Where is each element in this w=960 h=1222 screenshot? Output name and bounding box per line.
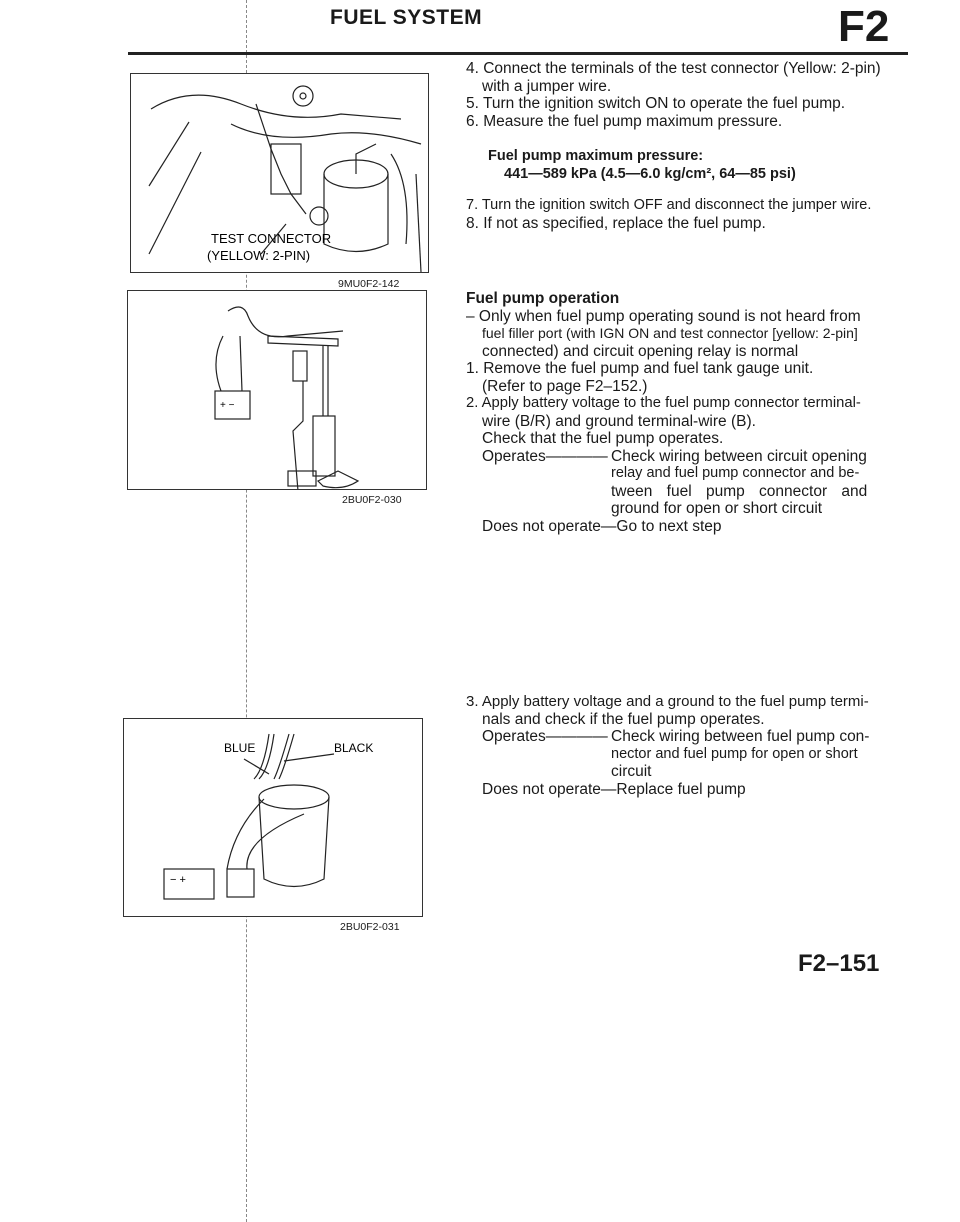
step-8: 8. If not as specified, replace the fuel pump. — [466, 214, 766, 232]
condition-line: fuel filler port (with IGN ON and test connector [yellow: 2-pin] — [482, 325, 858, 341]
condition-line: connected) and circuit opening relay is normal — [482, 342, 799, 360]
header-rule — [128, 52, 908, 55]
figure-code: 9MU0F2-142 — [338, 278, 400, 290]
operates-label: Operates———— — [482, 728, 608, 745]
test-connector-color-label: (YELLOW: 2-PIN) — [207, 248, 311, 263]
step-3: 3. Apply battery voltage and a ground to the fuel pump termi- — [466, 693, 869, 710]
step-4-cont: with a jumper wire. — [482, 77, 612, 95]
step-1: 1. Remove the fuel pump and fuel tank gauge unit. — [466, 360, 814, 377]
condition-line: – Only when fuel pump operating sound is not heard from — [466, 307, 861, 325]
step-2-cont: Check that the fuel pump operates. — [482, 430, 724, 447]
svg-text:+ −: + − — [220, 400, 235, 411]
fuel-pump-test-illustration — [124, 719, 422, 916]
operates-action: tween fuel pump connector and — [611, 482, 868, 500]
svg-text:− +: − + — [170, 874, 186, 886]
fuel-pump-unit-illustration — [128, 291, 426, 489]
step-2: 2. Apply battery voltage to the fuel pump connector terminal- — [466, 395, 861, 411]
figure-code: 2BU0F2-031 — [340, 921, 400, 933]
operates-action: nector and fuel pump for open or short — [611, 745, 858, 762]
page-number: F2–151 — [798, 950, 880, 977]
step-3-cont: nals and check if the fuel pump operates. — [482, 710, 765, 728]
operates-label: Operates———— — [482, 447, 608, 465]
section-code: F2 — [838, 2, 890, 51]
figure-fuel-pump-test — [123, 718, 423, 917]
not-operates: Does not operate—Go to next step — [482, 517, 722, 535]
test-connector-label: TEST CONNECTOR — [211, 231, 332, 246]
step-6: 6. Measure the fuel pump maximum pressure. — [466, 112, 783, 130]
step-5: 5. Turn the ignition switch ON to operate the fuel pump. — [466, 95, 846, 112]
step-2-cont: wire (B/R) and ground terminal-wire (B). — [482, 412, 756, 430]
operates-action: ground for open or short circuit — [611, 500, 823, 517]
not-operates: Does not operate—Replace fuel pump — [482, 780, 746, 798]
operates-action: Check wiring between fuel pump con- — [611, 728, 870, 745]
test-connector-illustration — [131, 74, 428, 272]
step-4: 4. Connect the terminals of the test connector (Yellow: 2-pin) — [466, 60, 881, 77]
black-wire-label: BLACK — [334, 741, 374, 755]
operates-action: circuit — [611, 763, 652, 780]
figure-code: 2BU0F2-030 — [342, 494, 402, 506]
operates-action: Check wiring between circuit opening — [611, 447, 867, 465]
step-7: 7. Turn the ignition switch OFF and disconnect the jumper wire. — [466, 197, 872, 213]
figure-test-connector — [130, 73, 429, 273]
operates-action: relay and fuel pump connector and be- — [611, 465, 860, 481]
blue-wire-label: BLUE — [224, 741, 256, 755]
section-heading: Fuel pump operation — [466, 290, 620, 307]
fuel-pump-operation — [466, 290, 906, 535]
step-1-cont: (Refer to page F2–152.) — [482, 377, 648, 395]
spec-title: Fuel pump maximum pressure: — [488, 148, 704, 164]
page-title: FUEL SYSTEM — [330, 6, 483, 29]
fuel-pump-direct-test — [466, 693, 906, 798]
pressure-test-steps — [466, 60, 906, 232]
figure-fuel-pump-unit — [127, 290, 427, 490]
spec-value: 441—589 kPa (4.5—6.0 kg/cm², 64—85 psi) — [504, 165, 796, 182]
